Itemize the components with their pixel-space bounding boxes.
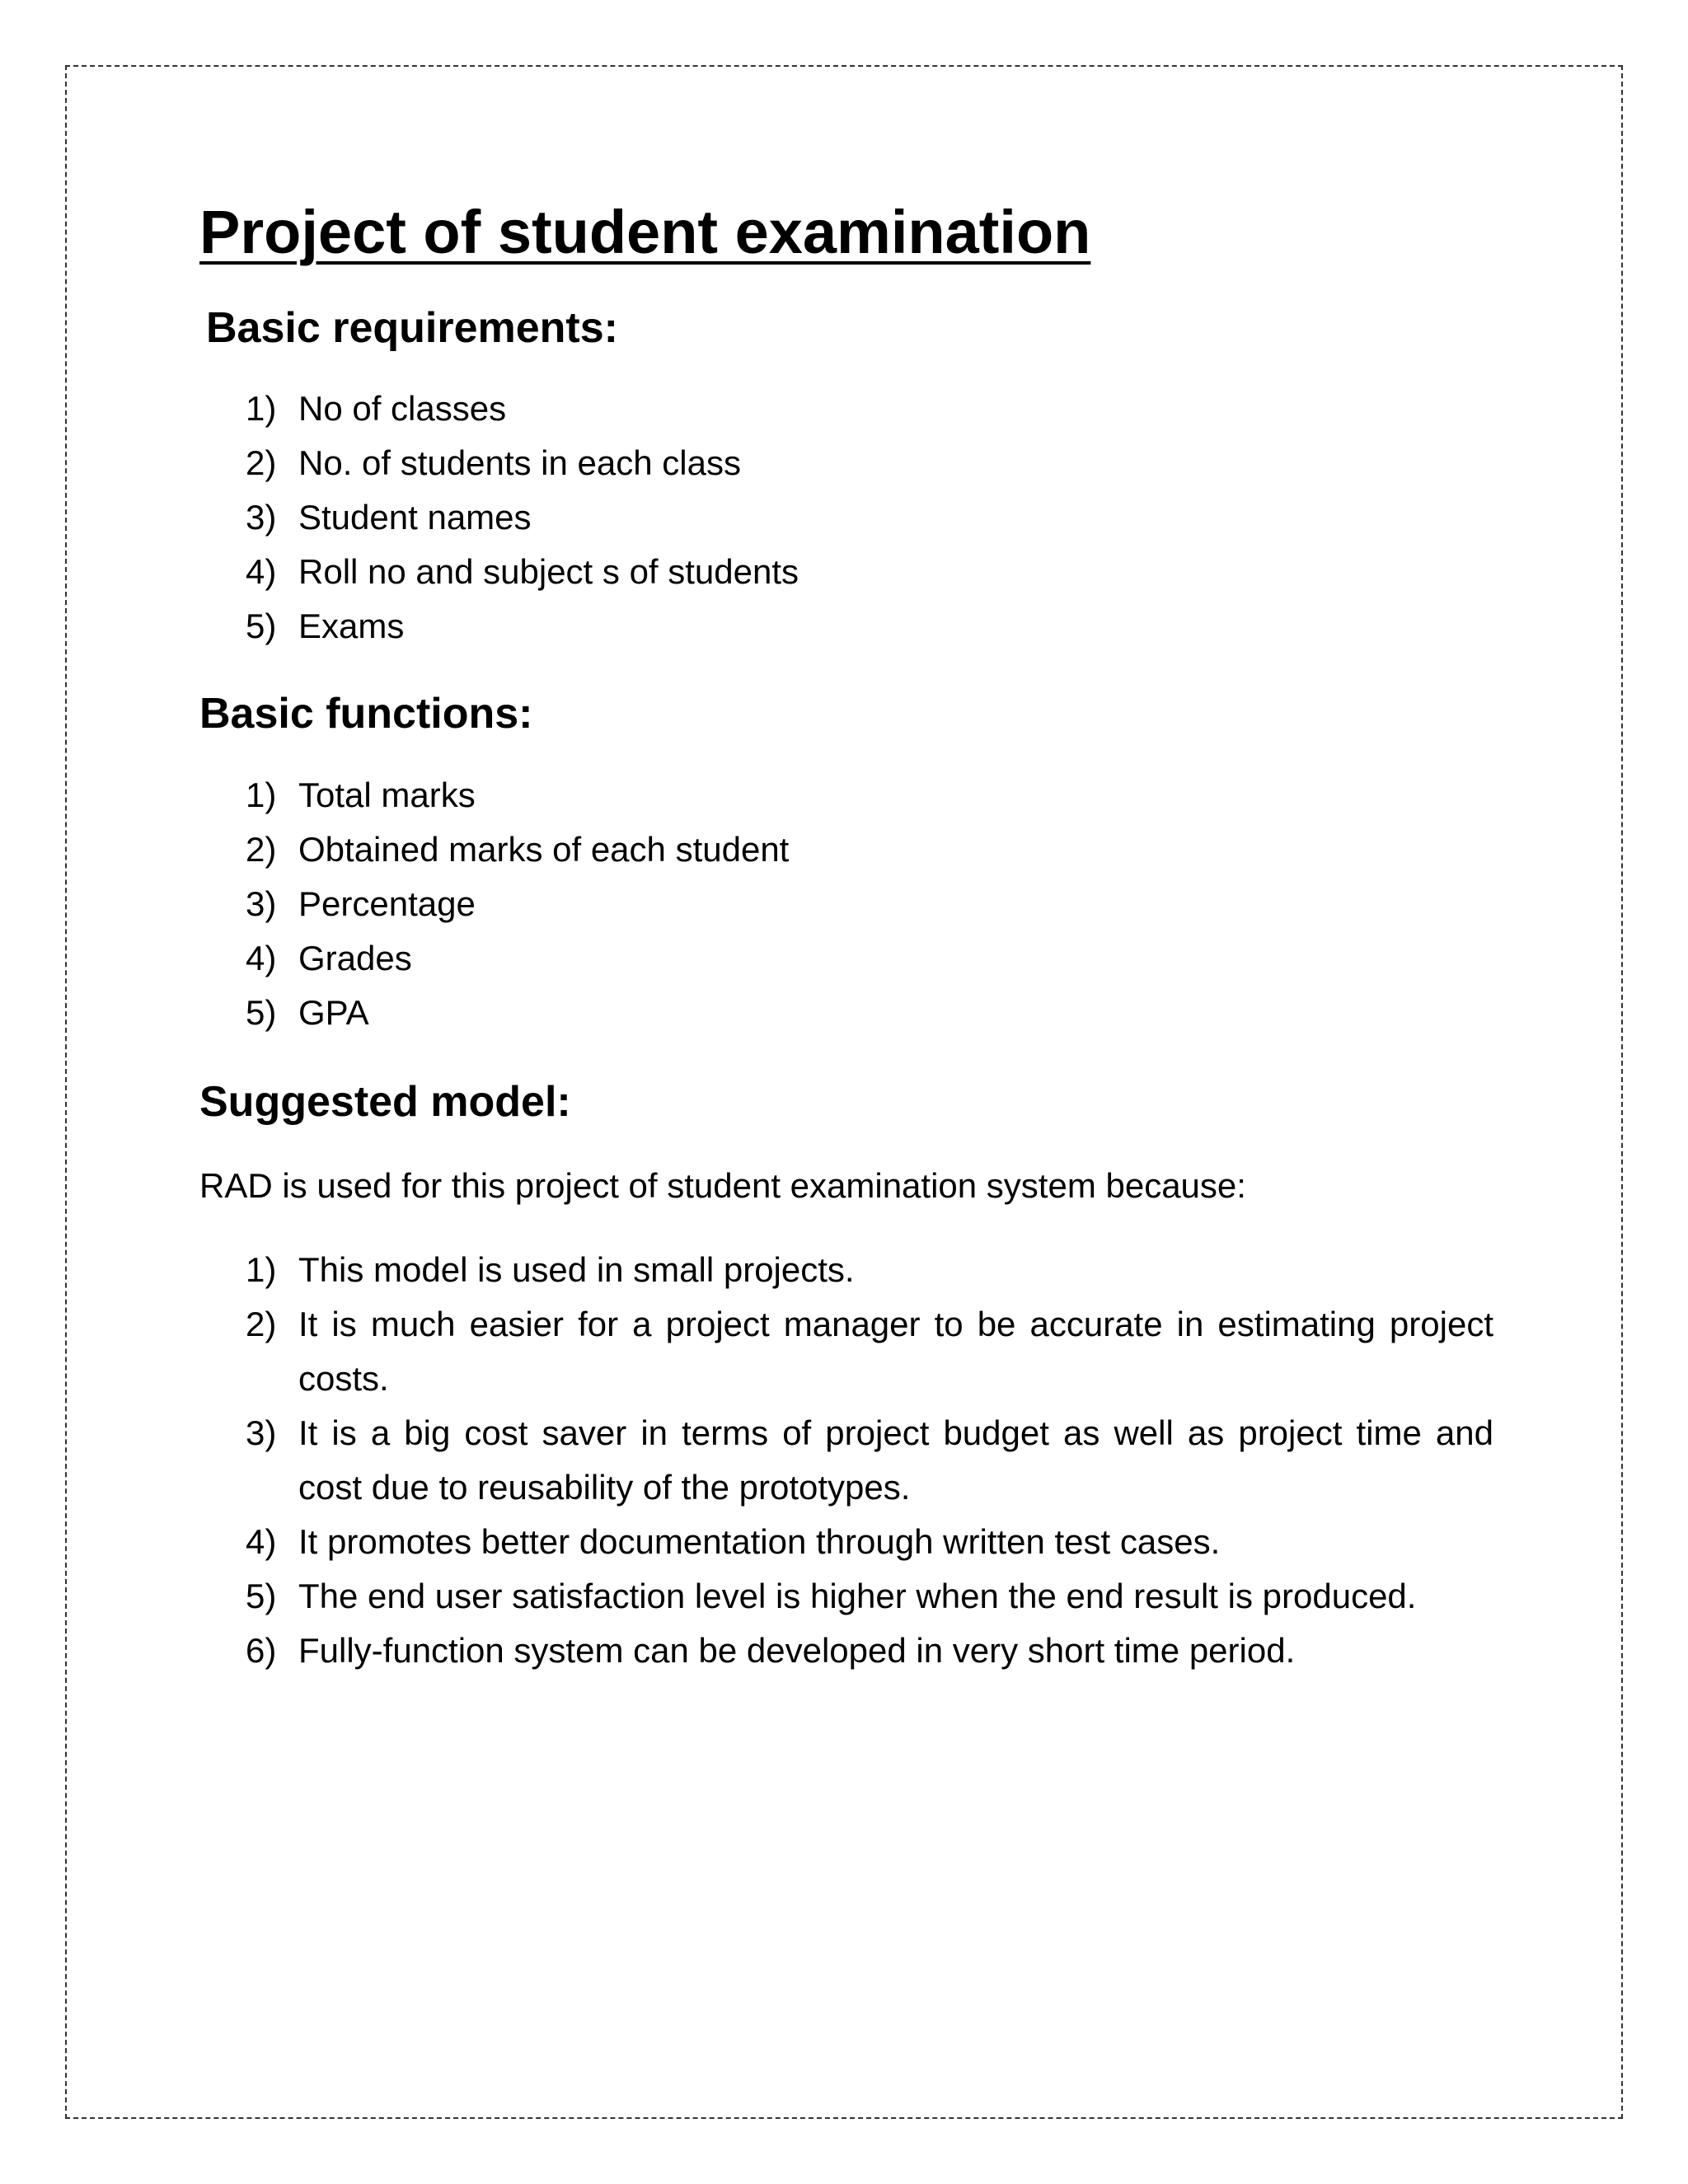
list-item-text: Total marks [298,775,476,814]
suggested-model-list [199,1243,1493,1678]
list-item-text: Grades [298,938,412,977]
list-item-number: 2) [246,829,277,869]
list-item-text: No. of students in each class [298,443,741,483]
list-item [199,599,1493,654]
document-body [199,196,1493,1678]
list-item [199,986,1493,1040]
basic-requirements-list [199,382,1493,654]
list-item-number: 6) [246,1630,277,1670]
list-item-text: GPA [298,992,369,1032]
list-item [199,931,1493,986]
list-item [199,382,1493,436]
list-item [199,436,1493,490]
document-title: Project of student examination [199,198,1091,266]
list-item-text: Percentage [298,883,476,923]
list-item-number: 4) [246,938,277,977]
list-item [199,1297,1493,1406]
list-item-text: Obtained marks of each student [298,829,790,869]
list-item-number: 4) [246,1521,277,1561]
list-item-text: It is a big cost saver in terms of project budget as well as project time and cost due to reusability of the prototypes. [298,1413,1493,1507]
basic-functions-list [199,768,1493,1040]
list-item [199,768,1493,823]
list-item-text: No of classes [298,389,507,429]
list-item-number: 1) [246,389,277,429]
list-item [199,1243,1493,1297]
list-item-number: 5) [246,1576,277,1615]
list-item [199,545,1493,599]
list-item [199,1406,1493,1515]
list-item-text: The end user satisfaction level is higher when the end result is produced. [298,1576,1417,1615]
list-item [199,877,1493,931]
list-item-number: 5) [246,607,277,646]
list-item-number: 4) [246,552,277,592]
list-item [199,1515,1493,1569]
list-item-text: Student names [298,498,532,537]
list-item [199,1569,1493,1624]
section-heading-basic-requirements: Basic requirements: [206,303,618,352]
list-item-text: Fully-function system can be developed in very short time period. [298,1630,1296,1670]
list-item-number: 2) [246,443,277,483]
list-item-number: 3) [246,498,277,537]
list-item-text: It is much easier for a project manager to be accurate in estimating project costs. [298,1304,1493,1398]
section-heading-basic-functions: Basic functions: [199,690,533,738]
list-item [199,1624,1493,1678]
list-item-number: 1) [246,775,277,814]
section-heading-suggested-model: Suggested model: [199,1077,571,1126]
list-item-text: Roll no and subject s of students [298,552,799,592]
list-item-text: Exams [298,607,405,646]
list-item-text: This model is used in small projects. [298,1249,855,1289]
list-item-number: 5) [246,992,277,1032]
list-item-text: It promotes better documentation through written test cases. [298,1521,1221,1561]
list-item-number: 3) [246,1413,277,1452]
list-item [199,490,1493,545]
list-item-number: 1) [246,1249,277,1289]
list-item [199,823,1493,877]
suggested-model-intro: RAD is used for this project of student examination system because: [199,1165,1246,1205]
list-item-number: 3) [246,883,277,923]
list-item-number: 2) [246,1304,277,1343]
